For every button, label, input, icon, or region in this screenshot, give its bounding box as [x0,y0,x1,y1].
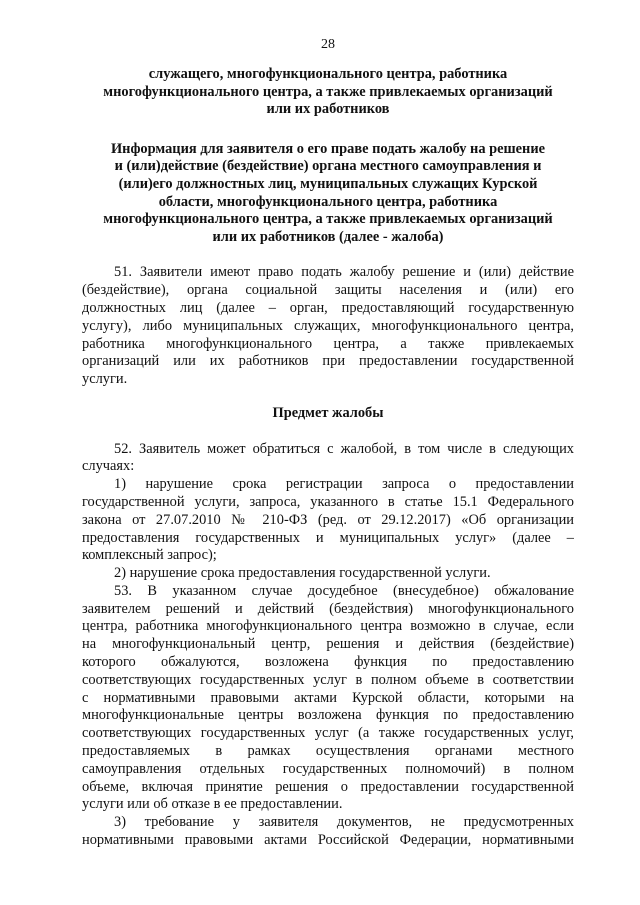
text-line: на многофункциональный центр, решения и действия (бездействие) [82,636,574,653]
text-line: объеме, включая принятие решения о предоставлении государственной [82,778,574,795]
text-line: нормативными правовыми актами Российской Федерации, нормативными [82,832,574,849]
text-line: с нормативными правовыми актами Курской области, которыми на [82,689,574,706]
list-item-3 [82,814,574,850]
text-line: многофункциональные центры возложена функция по предоставлению [82,707,574,724]
text-line: соответствующих государственных услуг в полном объеме в соответствии [82,671,574,688]
text-line: 53. В указанном случае досудебное (внесудебное) обжалование [114,582,574,599]
text-line: центра, работника многофункционального центра возможно в случае, если [82,618,574,635]
heading-line: многофункционального центра, а также привлекаемых организаций [103,83,553,100]
list-item-2 [82,565,574,583]
heading-continuation [82,66,574,119]
paragraph-53 [82,583,574,814]
text-line: работника многофункционального центра, а также привлекаемых [82,335,574,352]
text-line: услугу), либо муниципальных служащих, многофункционального центра, [82,317,574,334]
section-heading-subject: Предмет жалобы [272,404,384,421]
paragraph-51 [82,264,574,389]
text-line: услуги. [82,371,128,388]
text-line: соответствующих государственных услуг (а также государственных услуг, [82,725,574,742]
heading-line: или их работников (далее - жалоба) [212,228,444,245]
list-item-1 [82,476,574,565]
text-line: 3) требование у заявителя документов, не предусмотренных [114,814,574,831]
heading-line: или их работников [266,101,390,118]
text-line: организаций или их работников при предоставлении государственной [82,353,574,370]
text-line: закона от 27.07.2010 № 210-ФЗ (ред. от 29.12.2017) «Об организации [82,511,574,528]
text-line: 1) нарушение срока регистрации запроса о предоставлении [114,476,574,493]
text-line: комплексный запрос); [82,547,217,564]
text-line: случаях: [82,458,135,475]
heading-line: служащего, многофункционального центра, работника [148,66,508,82]
heading-line: многофункционального центра, а также привлекаемых организаций [103,211,553,228]
text-line: предоставления государственных и муниципальных услуг» (далее – [82,529,574,546]
text-line: которого обжалуются, возложена функция по предоставлению [82,654,574,671]
text-line: должностных лиц (далее – орган, предоставляющий государственную [82,299,574,316]
heading-line: Информация для заявителя о его праве подать жалобу на решение [110,140,546,157]
page-number: 28 [321,37,335,52]
text-line: (бездействие), органа социальной защиты населения и (или) его [82,282,574,299]
text-line: 52. Заявитель может обратиться с жалобой, в том числе в следующих [114,440,574,457]
text-line: заявителем решений и действий (бездействия) многофункционального [82,600,574,617]
paragraph-52 [82,441,574,477]
heading-line: (или)его должностных лиц, муниципальных служащих Курской [118,175,538,192]
text-line: государственной услуги, запроса, указанного в статье 15.1 Федерального [82,493,574,510]
heading-line: области, многофункционального центра, работника [158,193,498,210]
text-line: самоуправления отдельных государственных полномочий) в полном [82,760,574,777]
text-line: 51. Заявители имеют право подать жалобу решение и (или) действие [114,264,574,281]
text-line: 2) нарушение срока предоставления государственной услуги. [114,565,491,582]
text-line: предоставляемых в рамках осуществления органами местного [82,743,574,760]
section-heading-complaint-info [82,141,574,247]
text-line: услуги или об отказе в ее предоставлении. [82,796,343,813]
heading-line: и (или)действие (бездействие) органа местного самоуправления и [114,158,542,175]
